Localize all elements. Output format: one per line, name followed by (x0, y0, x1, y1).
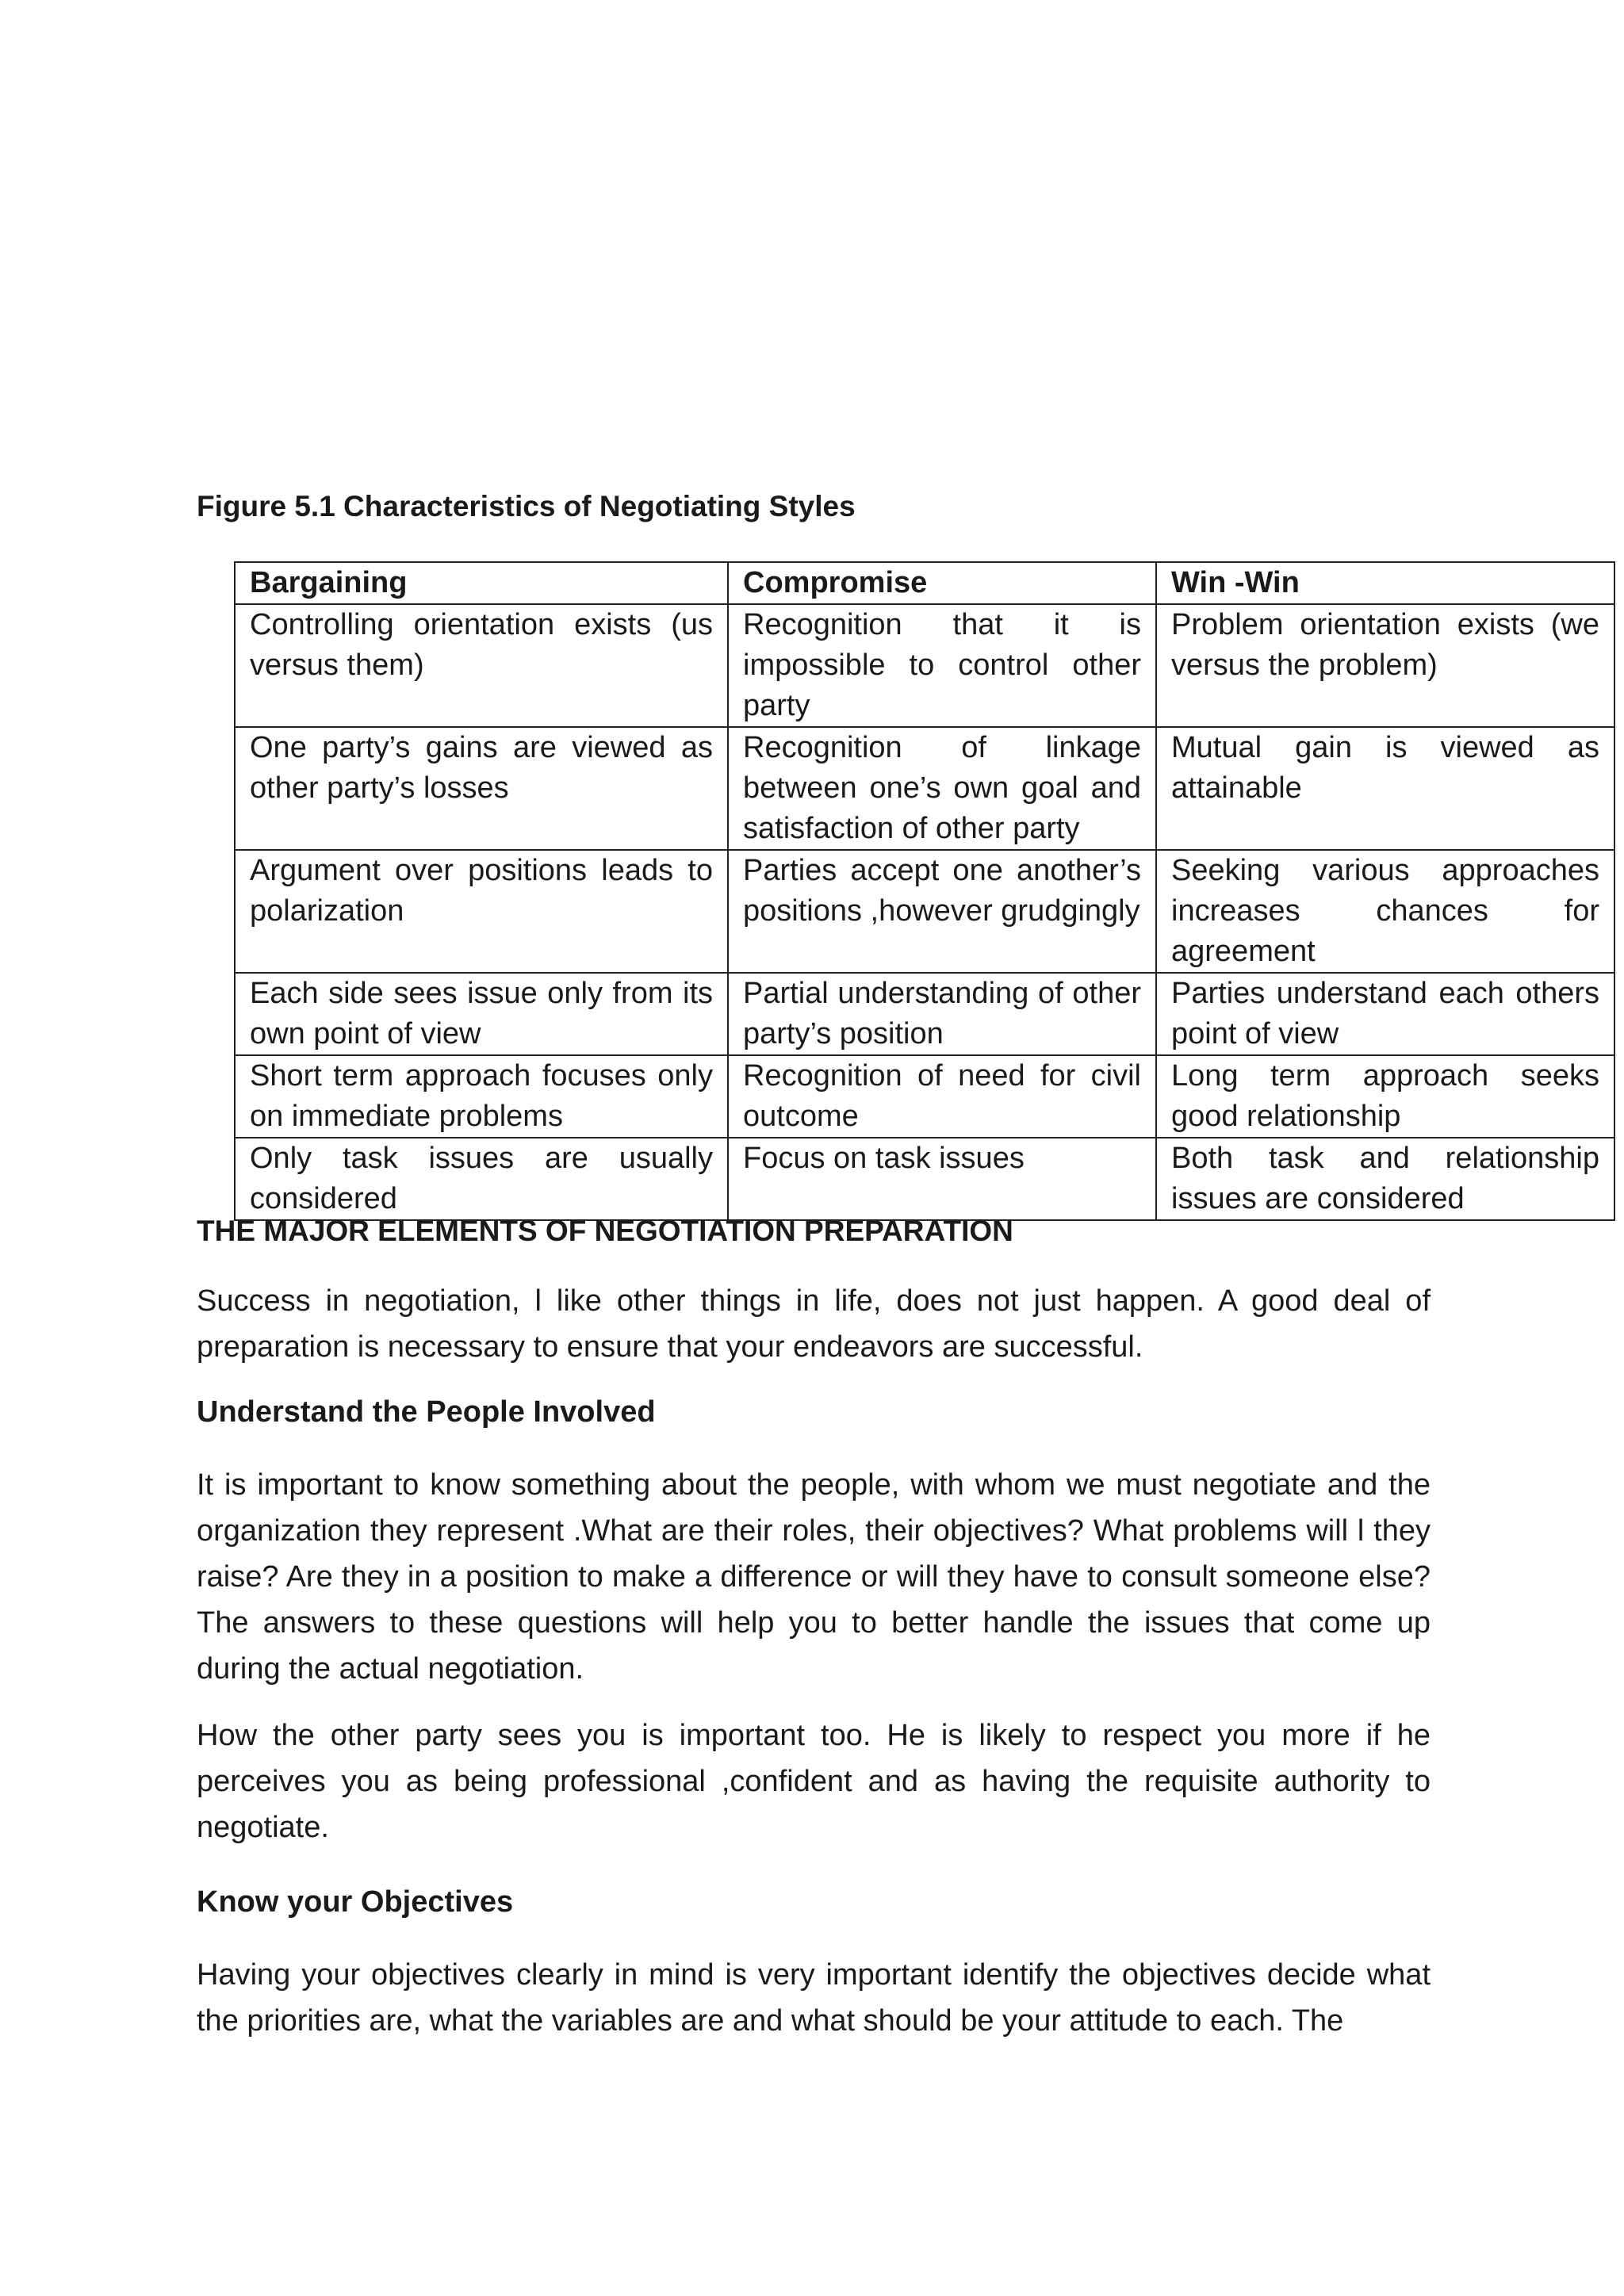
table-cell: Parties understand each others point of view (1156, 973, 1614, 1055)
table-cell: Parties accept one another’s positions ,however grudgingly (728, 850, 1156, 973)
people-heading: Understand the People Involved (197, 1395, 656, 1429)
section-intro-block (197, 1278, 1431, 1370)
table-cell: Each side sees issue only from its own point of view (235, 973, 728, 1055)
table-cell: Seeking various approaches increases chances for agreement (1156, 850, 1614, 973)
people-paragraph-2: How the other party sees you is important too. He is likely to respect you more if he perceives you as being professional ,confident and as having the requisite authority to negotiate. (197, 1719, 1431, 1844)
table-cell: Partial understanding of other party’s position (728, 973, 1156, 1055)
table-cell: Only task issues are usually considered (235, 1138, 728, 1220)
table-cell: Short term approach focuses only on immediate problems (235, 1055, 728, 1138)
table-cell: Long term approach seeks good relationship (1156, 1055, 1614, 1138)
section-heading: THE MAJOR ELEMENTS OF NEGOTIATION PREPARATION (197, 1215, 1013, 1247)
objectives-heading-block (197, 1879, 1431, 1925)
people-paragraph-1: It is important to know something about the people, with whom we must negotiate and the organization they represent .What are their roles, their objectives? What problems will l they raise? Are they in a position to make a difference or will they have to consult someone else? The answers to these questions will help you to better handle the issues that come up during the actual negotiation. (197, 1468, 1431, 1686)
table-header-row (235, 562, 1614, 604)
people-para1-block (197, 1462, 1431, 1692)
table-row (235, 1138, 1614, 1220)
table-row (235, 604, 1614, 727)
people-heading-block (197, 1389, 1431, 1435)
table-row (235, 1055, 1614, 1138)
table-cell: One party’s gains are viewed as other party’s losses (235, 727, 728, 850)
header-win-win: Win -Win (1156, 562, 1614, 604)
intro-paragraph: Success in negotiation, l like other things in life, does not just happen. A good deal of preparation is necessary to ensure that your endeavors are successful. (197, 1284, 1431, 1364)
table-row (235, 973, 1614, 1055)
objectives-para-block (197, 1952, 1431, 2044)
objectives-paragraph-1: Having your objectives clearly in mind is very important identify the objectives decide what the priorities are, what the variables are and what should be your attitude to each. The (197, 1958, 1431, 2038)
figure-title: Figure 5.1 Characteristics of Negotiating Styles (197, 490, 856, 522)
negotiating-styles-table (234, 561, 1615, 1221)
header-bargaining: Bargaining (235, 562, 728, 604)
table-row (235, 850, 1614, 973)
table-cell: Recognition of linkage between one’s own goal and satisfaction of other party (728, 727, 1156, 850)
table-cell: Mutual gain is viewed as attainable (1156, 727, 1614, 850)
people-para2-block (197, 1712, 1431, 1850)
table-cell: Both task and relationship issues are considered (1156, 1138, 1614, 1220)
objectives-heading: Know your Objectives (197, 1885, 514, 1919)
table-cell: Problem orientation exists (we versus the problem) (1156, 604, 1614, 727)
table-cell: Argument over positions leads to polarization (235, 850, 728, 973)
header-compromise: Compromise (728, 562, 1156, 604)
table-cell: Controlling orientation exists (us versus them) (235, 604, 728, 727)
table-row (235, 727, 1614, 850)
table-cell: Recognition of need for civil outcome (728, 1055, 1156, 1138)
table-cell: Focus on task issues (728, 1138, 1156, 1220)
table-cell: Recognition that it is impossible to control other party (728, 604, 1156, 727)
